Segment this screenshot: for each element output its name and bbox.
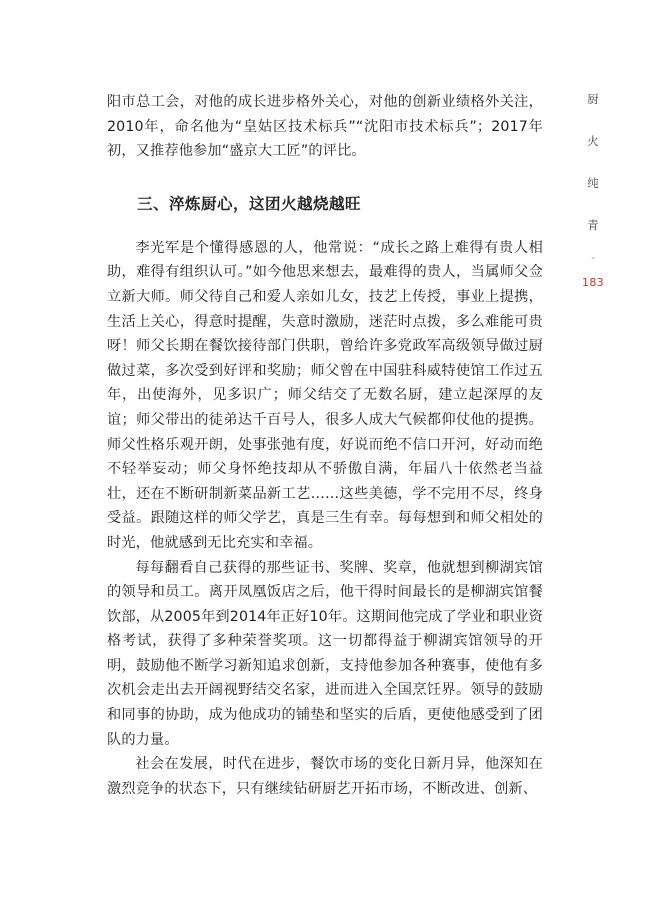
running-title-char-4: 青 xyxy=(587,218,599,232)
paragraph-liuhu-hotel: 每每翻看自己获得的那些证书、奖牌、奖章，他就想到柳湖宾馆的领导和员工。离开凤凰饭店之后，他干得时间最长的是柳湖宾馆餐饮部，从2005年到2014年正好10年。这期间他完成了学业和职业资格考试，获得了多种荣誉奖项。这一切都得益于柳湖宾馆领导的开明，鼓励他不断学习新知追求创新，支持他参加各种赛事，使他有多次机会走出去开阔视野结交名家，进而进入全国烹饪界。领导的鼓励和同事的协助，成为他成功的铺垫和坚实的后盾，更使他感受到了团队的力量。 xyxy=(107,559,543,748)
running-title-char-2: 火 xyxy=(587,134,599,148)
running-title-vertical xyxy=(583,92,603,290)
paragraph-continued: 阳市总工会，对他的成长进步格外关心，对他的创新业绩格外关注，2010年，命名他为“皇姑区技术标兵”“沈阳市技术标兵”；2017年初，又推荐他参加“盛京大工匠”的评比。 xyxy=(107,94,543,160)
page-number: 183 xyxy=(582,276,604,289)
running-title-char-3: 纯 xyxy=(587,176,599,190)
running-title-char-1: 厨 xyxy=(587,92,599,106)
paragraph-gratitude-master: 李光军是个懂得感恩的人，他常说：“成长之路上难得有贵人相助，难得有组织认可。”如今他思来想去，最难得的贵人，当属师父佥立新大师。师父待自己和爱人亲如儿女，技艺上传授，事业上提携，生活上关心，得意时提醒，失意时激励，迷茫时点拨，多么难能可贵呀！师父长期在餐饮接待部门供职，曾给许多党政军高级领导做过厨做过菜，多次受到好评和奖励；师父曾在中国驻科威特使馆工作过五年，出使海外，见多识广；师父结交了无数名厨，建立起深厚的友谊；师父带出的徒弟达千百号人，很多人成大气候都仰仗他的提携。师父性格乐观开朗，处事张弛有度，好说而绝不信口开河，好动而绝不轻举妄动；师父身怀绝技却从不骄傲自满，年届八十依然老当益壮，还在不断研制新菜品新工艺……这些美德，学不完用不尽，终身受益。跟随这样的师父学艺，真是三生有幸。每每想到和师父相处的时光，他就感到无比充实和幸福。 xyxy=(107,239,543,551)
page-body xyxy=(107,90,543,801)
section-heading: 三、淬炼厨心，这团火越烧越旺 xyxy=(137,194,362,213)
running-title-separator: - xyxy=(591,253,595,264)
paragraph-market-development: 社会在发展，时代在进步，餐饮市场的变化日新月异，他深知在激烈竞争的状态下，只有继续钻研厨艺开拓市场，不断改进、创新、 xyxy=(107,756,543,797)
